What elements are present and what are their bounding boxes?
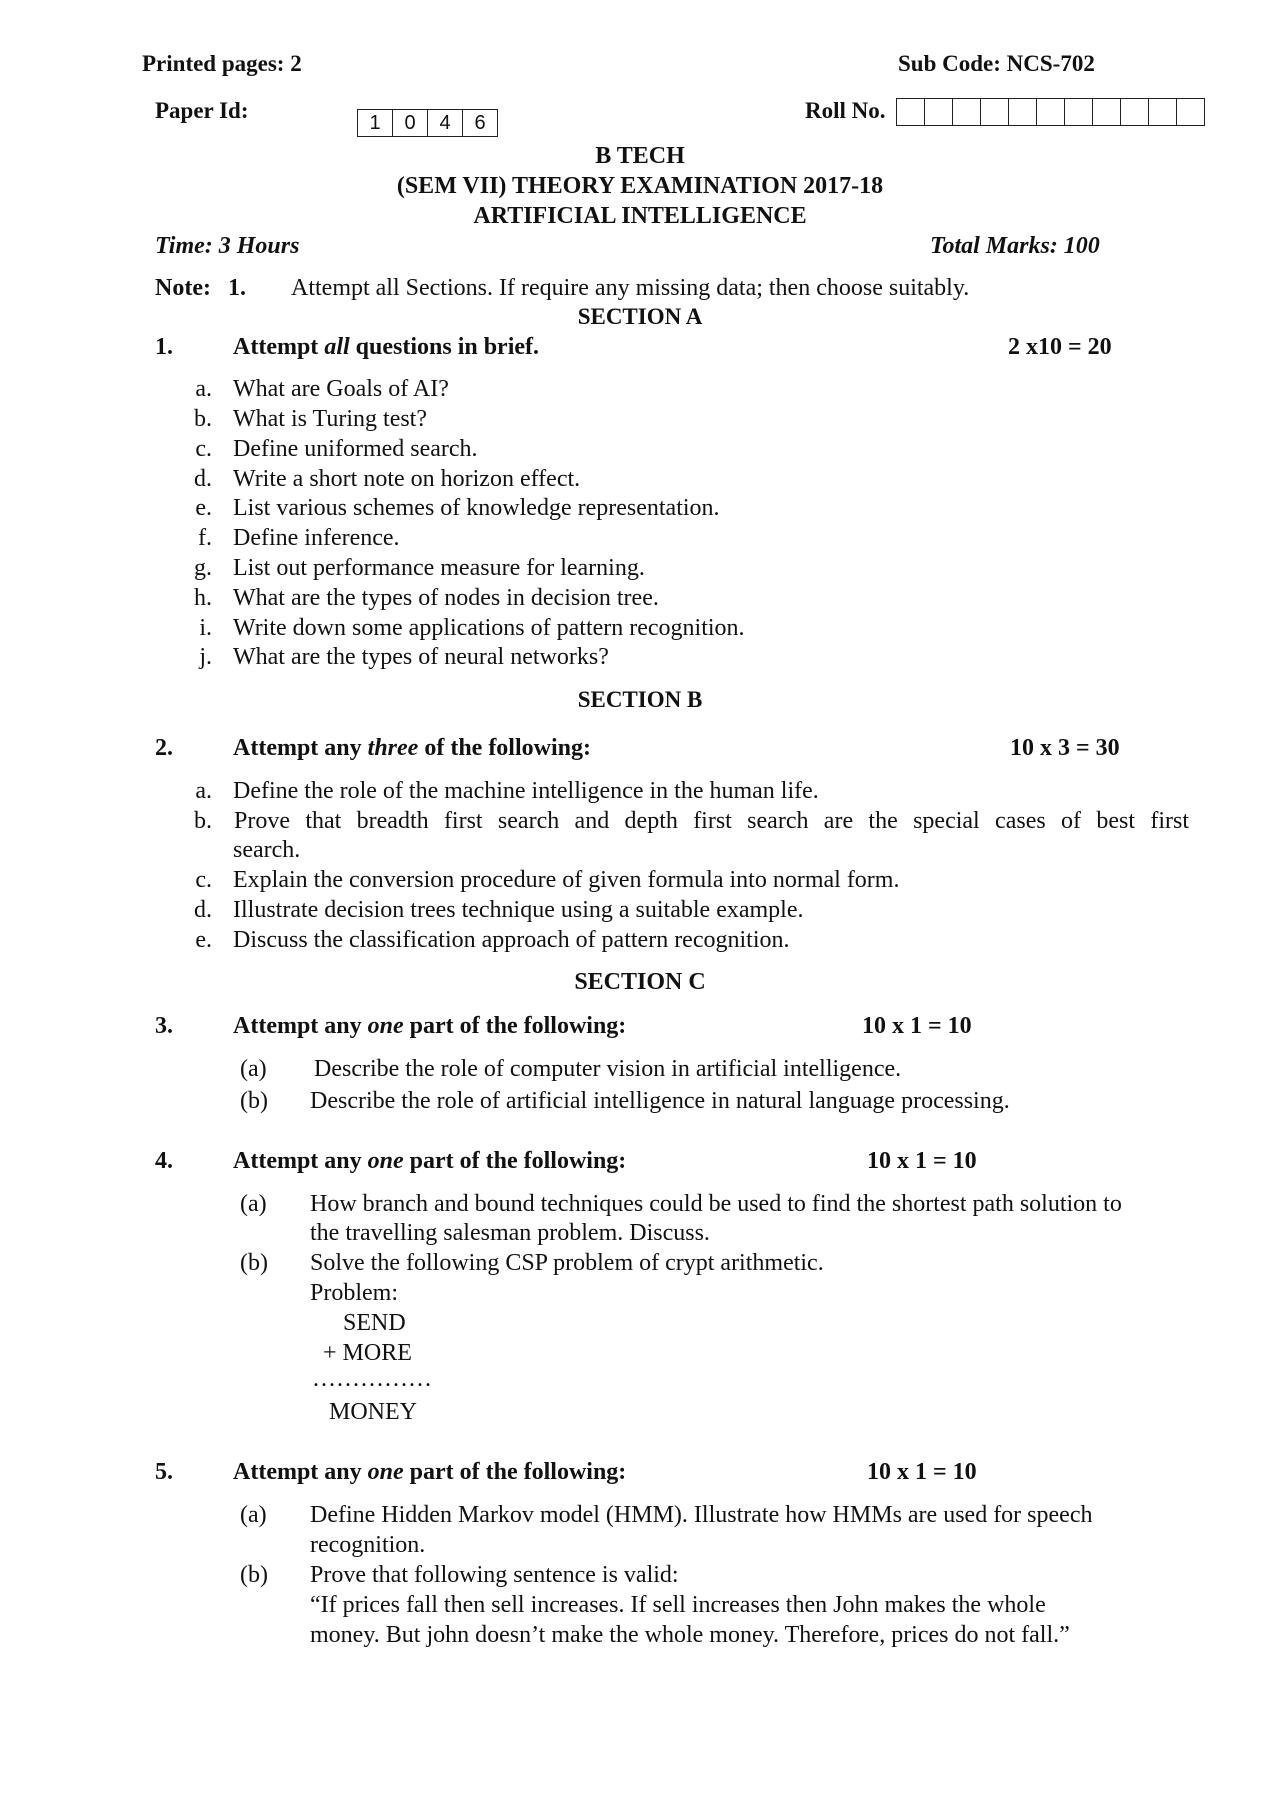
question-1-marks: 2 x10 = 20	[1008, 334, 1112, 360]
question-4-instruction: Attempt any one part of the following:	[233, 1148, 627, 1174]
question-3-instruction: Attempt any one part of the following:	[233, 1013, 627, 1039]
question-3a-label: (a)	[240, 1056, 267, 1082]
question-5b-label: (b)	[240, 1562, 268, 1588]
question-1-instruction: Attempt all questions in brief.	[233, 334, 540, 360]
note-text: Attempt all Sections. If require any missing data; then choose suitably.	[291, 275, 970, 301]
question-5b-quote-line1: “If prices fall then sell increases. If sell increases then John makes the whole	[310, 1592, 1046, 1618]
roll-no-box[interactable]	[1148, 98, 1176, 126]
printed-pages: Printed pages: 2	[142, 51, 302, 76]
roll-no-box[interactable]	[1176, 98, 1205, 126]
roll-no-box[interactable]	[924, 98, 952, 126]
question-4-marks: 10 x 1 = 10	[867, 1148, 977, 1174]
question-3b-label: (b)	[240, 1088, 268, 1114]
question-5-instruction: Attempt any one part of the following:	[233, 1459, 627, 1485]
section-a-heading: SECTION A	[577, 304, 703, 329]
crypt-money: MONEY	[329, 1399, 417, 1425]
question-3-number: 3.	[155, 1013, 173, 1039]
question-2-marks: 10 x 3 = 30	[1010, 735, 1120, 761]
paper-id-boxes	[357, 109, 498, 137]
exam-degree: B TECH	[595, 143, 685, 169]
paper-id-label: Paper Id:	[155, 98, 249, 123]
question-4a-text: How branch and bound techniques could be used to find the shortest path solution to	[310, 1191, 1122, 1217]
exam-subject: ARTIFICIAL INTELLIGENCE	[473, 203, 807, 229]
roll-no-box[interactable]	[896, 98, 924, 126]
problem-label: Problem:	[310, 1280, 398, 1306]
exam-time: Time: 3 Hours	[155, 233, 300, 259]
crypt-send: SEND	[343, 1310, 406, 1336]
roll-no-box[interactable]	[1036, 98, 1064, 126]
roll-no-box[interactable]	[980, 98, 1008, 126]
question-2-number: 2.	[155, 735, 173, 761]
roll-no-boxes[interactable]	[896, 98, 1205, 126]
roll-no-box[interactable]	[1064, 98, 1092, 126]
question-5-number: 5.	[155, 1459, 173, 1485]
total-marks: Total Marks: 100	[930, 233, 1100, 259]
roll-no-box[interactable]	[1092, 98, 1120, 126]
note-label: Note:	[155, 275, 211, 301]
question-4b-label: (b)	[240, 1250, 268, 1276]
exam-title: (SEM VII) THEORY EXAMINATION 2017-18	[396, 173, 884, 199]
section-c-heading: SECTION C	[574, 969, 706, 995]
paper-id-digit: 0	[392, 109, 427, 137]
question-3b-text: Describe the role of artificial intelligence in natural language processing.	[310, 1088, 1010, 1114]
roll-no-box[interactable]	[1120, 98, 1148, 126]
paper-id-digit: 4	[427, 109, 462, 137]
paper-id-digit: 1	[357, 109, 392, 137]
paper-id-digit: 6	[462, 109, 498, 137]
question-4a-text-cont: the travelling salesman problem. Discuss.	[310, 1220, 710, 1246]
question-5a-text: Define Hidden Markov model (HMM). Illustrate how HMMs are used for speech	[310, 1502, 1093, 1528]
roll-no-label: Roll No.	[805, 98, 886, 123]
question-4-number: 4.	[155, 1148, 173, 1174]
roll-no-box[interactable]	[952, 98, 980, 126]
question-4a-label: (a)	[240, 1191, 267, 1217]
crypt-dots: ……………	[312, 1366, 432, 1392]
question-3a-text: Describe the role of computer vision in artificial intelligence.	[314, 1056, 902, 1082]
question-2-instruction: Attempt any three of the following:	[233, 735, 591, 761]
question-4b-text: Solve the following CSP problem of crypt arithmetic.	[310, 1250, 824, 1276]
question-5b-text: Prove that following sentence is valid:	[310, 1562, 679, 1588]
section-b-heading: SECTION B	[577, 687, 703, 712]
question-1-number: 1.	[155, 334, 173, 360]
question-5-marks: 10 x 1 = 10	[867, 1459, 977, 1485]
sub-code: Sub Code: NCS-702	[898, 51, 1095, 76]
question-5b-quote-line2: money. But john doesn’t make the whole money. Therefore, prices do not fall.”	[310, 1622, 1070, 1648]
question-5a-text-cont: recognition.	[310, 1532, 426, 1558]
question-3-marks: 10 x 1 = 10	[862, 1013, 972, 1039]
note-number: 1.	[228, 275, 246, 301]
roll-no-box[interactable]	[1008, 98, 1036, 126]
question-5a-label: (a)	[240, 1502, 267, 1528]
crypt-more: + MORE	[323, 1340, 412, 1366]
